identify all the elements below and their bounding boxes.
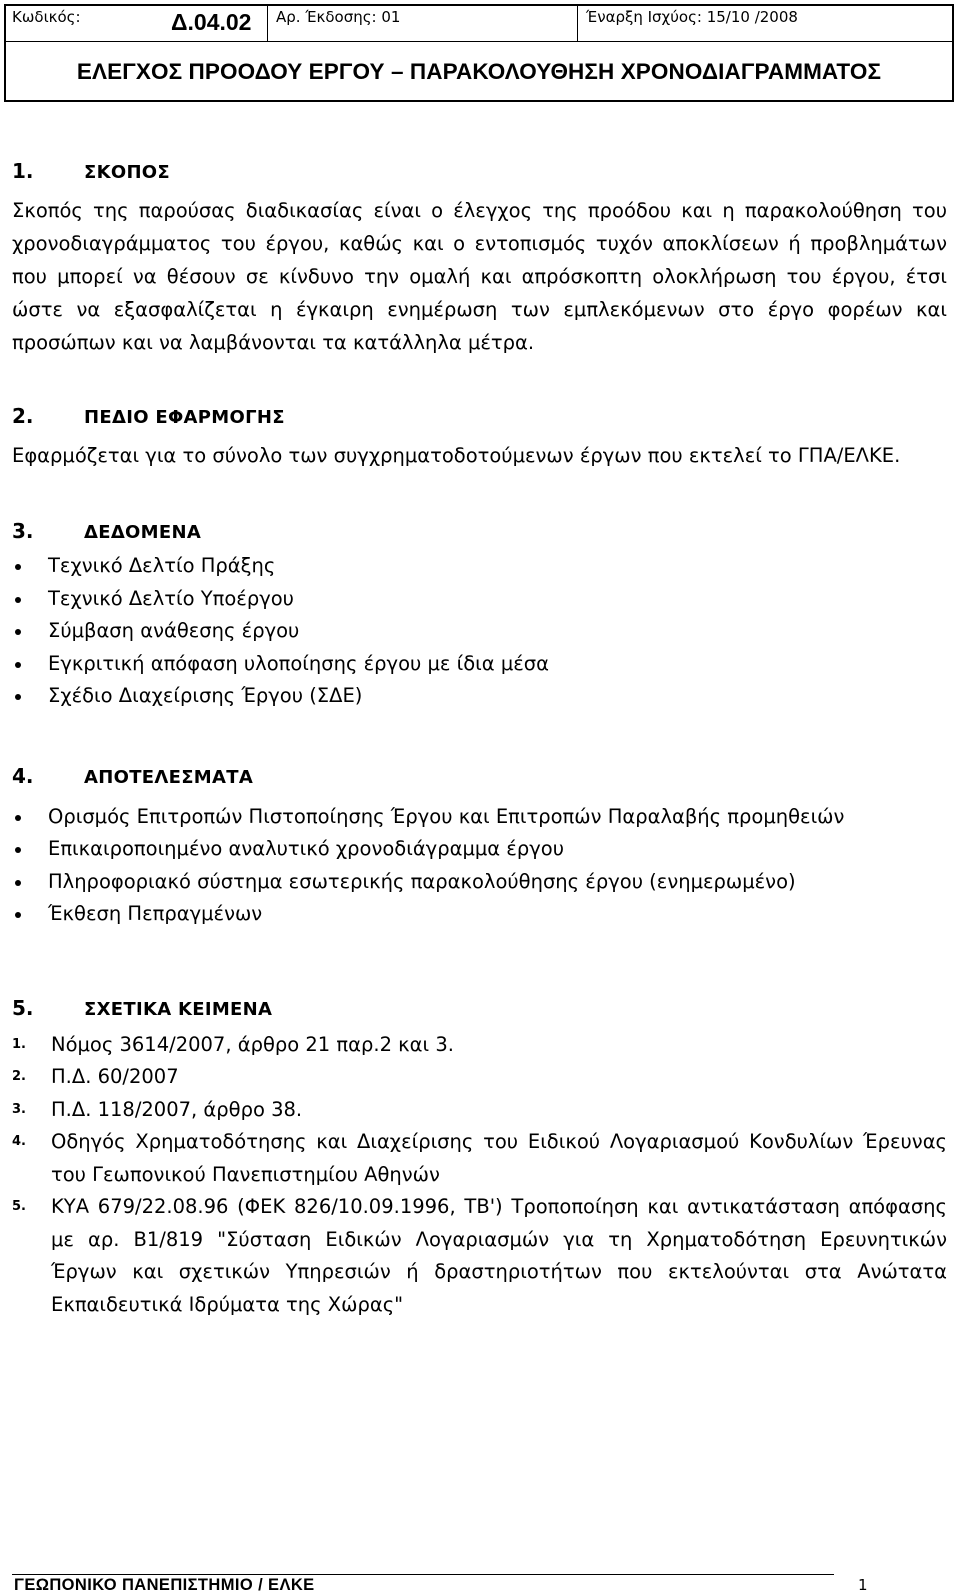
code-cell [6,6,268,41]
inputs-list [12,550,947,713]
bullet-icon [15,597,21,603]
bullet-icon [15,880,21,886]
list-item: 5. ΚΥΑ 679/22.08.96 (ΦΕΚ 826/10.09.1996, ΤΒ') Τροποποίηση και αντικατάσταση απόφασης με αρ. Β1/819 "Σύσταση Ειδικών Λογαριασμών για τη Χρηματοδότηση Ερευνητικών Έργων και σχετικών Υπηρεσιών ή δραστηριοτήτων που εκτελούνται στα Ανώτατα Εκπαιδευτικά Ιδρύματα της Χώρας" [12,1195,947,1316]
section-number: 1. [12,159,34,183]
section-title: ΑΠΟΤΕΛΕΣΜΑΤΑ [84,766,254,788]
list-item: 3. Π.Δ. 118/2007, άρθρο 38. [12,1097,303,1121]
list-item: 4. Οδηγός Χρηματοδότησης και Διαχείρισης του Ειδικού Λογαριασμού Κονδυλίων Έρευνας του Γεωπονικού Πανεπιστημίου Αθηνών [12,1130,947,1186]
section-scope [12,393,947,472]
section-title: ΣΚΟΠΟΣ [84,162,171,183]
list-item: Πληροφοριακό σύστημα εσωτερικής παρακολούθησης έργου (ενημερωμένο) [12,866,947,899]
outputs-list [12,801,947,931]
list-item: Ορισμός Επιτροπών Πιστοποίησης Έργου και Επιτροπών Παραλαβής προμηθειών [12,801,947,834]
bullet-icon [15,662,21,668]
section-title: ΠΕΔΙΟ ΕΦΑΡΜΟΓΗΣ [84,407,285,428]
list-item: Σύμβαση ανάθεσης έργου [12,615,947,648]
list-item: Σχέδιο Διαχείρισης Έργου (ΣΔΕ) [12,680,947,713]
section-purpose [12,148,947,359]
effective-cell [578,6,952,41]
bullet-icon [15,629,21,635]
list-item: Τεχνικό Δελτίο Υποέργου [12,583,947,616]
document-header [4,4,954,102]
references-list [12,1029,947,1322]
section-number: 2. [12,404,34,428]
section-title: ΔΕΔΟΜΕΝΑ [84,522,202,543]
section-title: ΣΧΕΤΙΚΑ ΚΕΙΜΕΝΑ [84,998,273,1020]
code-label: Κωδικός: [12,8,81,26]
section-references [12,985,947,1322]
header-meta-row [6,6,952,42]
footer-organization: ΓΕΩΠΟΝΙΚΟ ΠΑΝΕΠΙΣΤΗΜΙΟ / ΕΛΚΕ [14,1576,315,1594]
code-value: Δ.04.02 [171,9,252,35]
list-item: Τεχνικό Δελτίο Πράξης [12,550,947,583]
list-item: Έκθεση Πεπραγμένων [12,898,947,931]
section-heading [12,393,947,433]
bullet-icon [15,815,21,821]
bullet-icon [15,564,21,570]
section-number: 5. [12,995,34,1020]
list-item: Επικαιροποιημένο αναλυτικό χρονοδιάγραμμα έργου [12,833,947,866]
section-number: 4. [12,763,34,788]
effective-date: Έναρξη Ισχύος: 15/10 /2008 [586,8,798,26]
section-heading [12,508,947,548]
list-item: 2. Π.Δ. 60/2007 [12,1065,179,1088]
version-text: Αρ. Έκδοσης: 01 [276,8,401,26]
section-number: 3. [12,519,34,543]
bullet-icon [15,694,21,700]
document-body [12,148,947,1321]
list-item: 1. Νόμος 3614/2007, άρθρο 21 παρ.2 και 3. [12,1032,454,1056]
section-paragraph: Σκοπός της παρούσας διαδικασίας είναι ο έλεγχος της προόδου και η παρακολούθηση του χρονοδιαγράμματος του έργου, καθώς και ο εντοπισμός τυχόν αποκλίσεων ή προβλημάτων που μπορεί να θέσουν σε κίνδυνο την ομαλή και απρόσκοπτη ολοκλήρωση του έργου, έτσι ώστε να εξασφαλίζεται η έγκαιρη ενημέρωση των εμπλεκόμενων στο έργο φορέων και προσώπων και να λαμβάνονται τα κατάλληλα μέτρα. [12,199,947,354]
section-heading [12,148,947,188]
footer-divider [12,1574,834,1575]
section-heading [12,753,947,793]
section-outputs [12,753,947,931]
list-item: Εγκριτική απόφαση υλοποίησης έργου με ίδια μέσα [12,648,947,681]
bullet-icon [15,847,21,853]
section-inputs [12,508,947,713]
page-number: 1 [858,1576,868,1594]
document-title: ΕΛΕΓΧΟΣ ΠΡΟΟΔΟΥ ΕΡΓΟΥ – ΠΑΡΑΚΟΛΟΥΘΗΣΗ ΧΡΟΝΟΔΙΑΓΡΑΜΜΑΤΟΣ [76,59,882,84]
section-heading [12,985,947,1025]
bullet-icon [15,912,21,918]
version-cell [268,6,578,41]
section-paragraph: Εφαρμόζεται για το σύνολο των συγχρηματοδοτούμενων έργων που εκτελεί το ΓΠΑ/ΕΛΚΕ. [12,444,901,467]
